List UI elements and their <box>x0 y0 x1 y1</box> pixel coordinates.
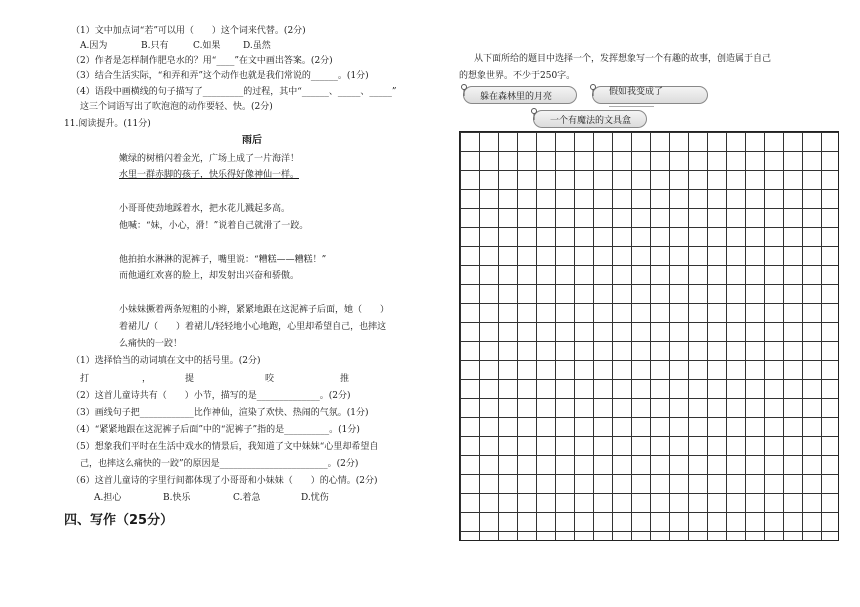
writing-prompt-line-2: 的想象世界。不少于250字。 <box>459 71 576 81</box>
sub-question-2: （2）这首儿童诗共有（ ）小节，描写的是______________。(2分) <box>71 391 351 401</box>
q1-option-b: B.只有 <box>141 41 169 51</box>
poem-line: 么痛快的一跤！ <box>119 339 183 349</box>
poem-line: 小哥哥使劲地踩着水，把水花儿溅起多高。 <box>119 204 291 214</box>
sub-question-4: （4）“紧紧地跟在这泥裤子后面”中的“泥裤子”指的是__________。(1分) <box>71 425 360 435</box>
question-2: （2）作者是怎样制作肥皂水的？用“____”在文中画出答案。(2分) <box>71 56 333 66</box>
poem-line: 他喊：“妹，小心，滑！”说着自己就滑了一跤。 <box>119 221 309 231</box>
verb-option: 推 <box>340 374 350 384</box>
sub-question-6: （6）这首儿童诗的字里行间都体现了小哥哥和小妹妹（ ）的心情。(2分) <box>71 476 378 486</box>
section-heading-writing: 四、写作（25分） <box>64 513 174 528</box>
verb-separator: ， <box>142 374 152 384</box>
verb-option: 提 <box>185 374 195 384</box>
q6-option-a: A.担心 <box>94 493 122 503</box>
poem-line-underlined: 水里一群赤脚的孩子，快乐得好像神仙一样。 <box>119 170 300 180</box>
sub-question-5a: （5）想象我们平时在生活中戏水的情景后，我知道了文中妹妹“心里却希望自 <box>71 442 379 452</box>
sub-question-5b: 己，也摔这么痛快的一跤”的原因是________________________。(2分) <box>80 459 359 469</box>
topic-option-1 <box>463 86 577 104</box>
poem-title: 雨后 <box>242 135 262 146</box>
topic-label: 一个有魔法的文具盒 <box>550 115 632 126</box>
q6-option-d: D.忧伤 <box>301 493 329 503</box>
sub-question-3: （3）画线句子把____________比作神仙，渲染了欢快、热闹的气氛。(1分) <box>71 408 369 418</box>
question-4b: 这三个词语写出了吹泡泡的动作要轻、快。(2分) <box>80 102 273 112</box>
pin-icon <box>589 84 597 96</box>
poem-line: 小妹妹撅着两条短粗的小辫，紧紧地跟在这泥裤子后面，她（ ） <box>119 305 390 315</box>
topic-label: 躲在森林里的月亮 <box>480 91 553 102</box>
question-1: （1）文中加点词“若”可以用（ ）这个词来代替。(2分) <box>71 26 306 36</box>
writing-grid[interactable] <box>459 131 839 541</box>
question-4a: （4）语段中画横线的句子描写了_________的过程，其中“______、_____、_____” <box>71 87 397 97</box>
q1-option-c: C.如果 <box>193 41 221 51</box>
sub-question-1: （1）选择恰当的动词填在文中的括号里。(2分) <box>71 356 261 366</box>
q1-option-d: D.虽然 <box>243 41 271 51</box>
poem-line: 他拍拍水淋淋的泥裤子，嘴里说：“糟糕——糟糕！” <box>119 255 327 265</box>
topic-option-2 <box>592 86 708 107</box>
question-11: 11.阅读提升。(11分) <box>64 119 151 129</box>
pin-icon <box>460 84 468 96</box>
q6-option-b: B.快乐 <box>163 493 191 503</box>
poem-line: 嫩绿的树梢闪着金光，广场上成了一片海洋！ <box>119 154 300 164</box>
q6-option-c: C.着急 <box>233 493 261 503</box>
poem-line: 着裙儿/（ ）着裙儿/轻轻地小心地跑，心里却希望自己，也摔这 <box>119 322 387 332</box>
writing-prompt-line-1: 从下面所给的题目中选择一个，发挥想象写一个有趣的故事，创造属于自己 <box>474 54 772 64</box>
verb-option: 咬 <box>265 374 275 384</box>
question-3: （3）结合生活实际，“和弄和弄”这个动作也就是我们常说的______。(1分) <box>71 71 369 81</box>
q1-option-a: A.因为 <box>80 41 108 51</box>
poem-line: 而他通红欢喜的脸上，却发射出兴奋和骄傲。 <box>119 271 300 281</box>
pin-icon <box>530 108 538 120</box>
topic-option-3 <box>533 110 647 128</box>
verb-option: 打 <box>80 374 90 384</box>
topic-label: 假如我变成了__________ <box>609 86 664 107</box>
